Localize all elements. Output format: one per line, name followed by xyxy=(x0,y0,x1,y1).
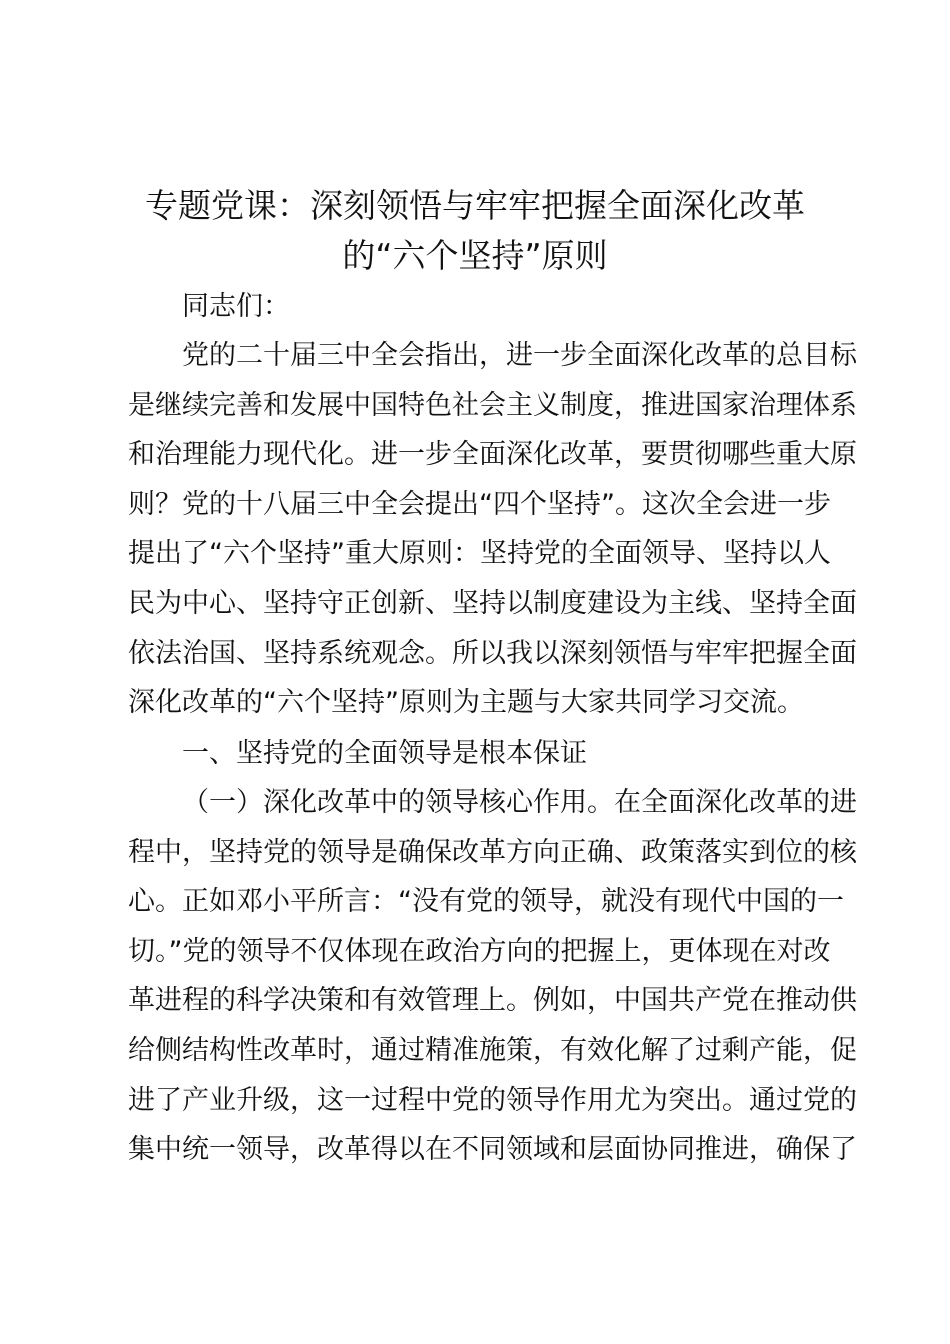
paragraph-line: 切。”党的领导不仅体现在政治方向的把握上，更体现在对改 xyxy=(128,935,831,967)
paragraph-line: 民为中心、坚持守正创新、坚持以制度建设为主线、坚持全面 xyxy=(128,587,857,619)
paragraph-line: 是继续完善和发展中国特色社会主义制度，推进国家治理体系 xyxy=(128,389,857,421)
paragraph-line: 深化改革的“六个坚持”原则为主题与大家共同学习交流。 xyxy=(128,687,804,719)
document-title-line-2: 的“六个坚持”原则 xyxy=(342,236,608,275)
paragraph-line: 依法治国、坚持系统观念。所以我以深刻领悟与牢牢把握全面 xyxy=(128,637,857,669)
paragraph-line: 集中统一领导，改革得以在不同领域和层面协同推进，确保了 xyxy=(128,1134,857,1166)
paragraph-line: 给侧结构性改革时，通过精准施策，有效化解了过剩产能，促 xyxy=(128,1034,857,1066)
paragraph-line: 革进程的科学决策和有效管理上。例如，中国共产党在推动供 xyxy=(128,985,857,1017)
paragraph-line: 进了产业升级，这一过程中党的领导作用尤为突出。通过党的 xyxy=(128,1084,857,1116)
paragraph-line: （一）深化改革中的领导核心作用。在全面深化改革的进 xyxy=(182,787,857,818)
paragraph-2 xyxy=(128,778,857,1175)
paragraph-line: 提出了“六个坚持”重大原则：坚持党的全面领导、坚持以人 xyxy=(128,538,831,570)
paragraph-line: 党的二十届三中全会指出，进一步全面深化改革的总目标 xyxy=(182,340,857,371)
paragraph-line: 心。正如邓小平所言：“没有党的领导，就没有现代中国的一 xyxy=(128,886,844,918)
document-title-line-1: 专题党课：深刻领悟与牢牢把握全面深化改革 xyxy=(145,186,805,225)
paragraph-1 xyxy=(128,331,857,728)
greeting: 同志们： xyxy=(182,291,290,322)
paragraph-line: 则？党的十八届三中全会提出“四个坚持”。这次全会进一步 xyxy=(128,488,831,520)
section-heading-1: 一、坚持党的全面领导是根本保证 xyxy=(182,738,587,769)
paragraph-line: 程中，坚持党的领导是确保改革方向正确、政策落实到位的核 xyxy=(128,836,857,868)
paragraph-line: 和治理能力现代化。进一步全面深化改革，要贯彻哪些重大原 xyxy=(128,439,857,471)
